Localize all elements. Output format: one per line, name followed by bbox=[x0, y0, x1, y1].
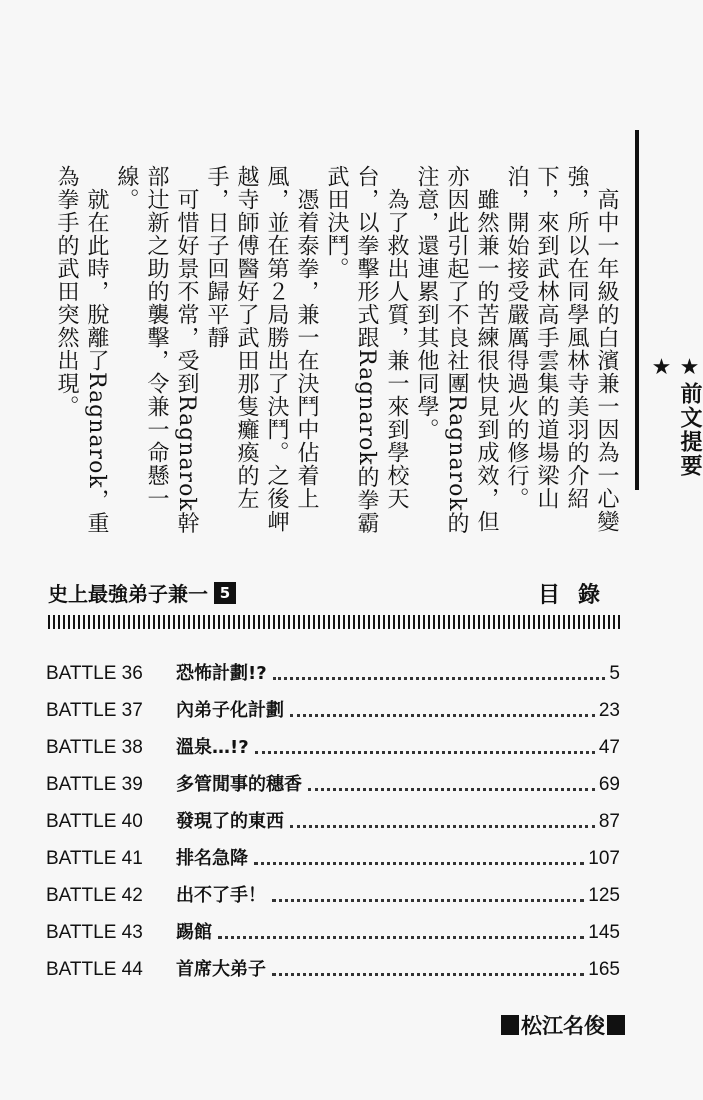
toc-entry[interactable] bbox=[46, 648, 620, 685]
chapter-title: 首席大弟子 bbox=[176, 959, 266, 980]
author-credit bbox=[501, 1010, 625, 1040]
page-number: 125 bbox=[588, 885, 620, 906]
toc-entry[interactable] bbox=[46, 907, 620, 944]
battle-number: BATTLE 42 bbox=[46, 885, 143, 906]
series-title-text: 史上最強弟子兼一 bbox=[48, 582, 208, 606]
dot-leader bbox=[272, 973, 584, 976]
dot-leader bbox=[290, 714, 595, 717]
square-mark bbox=[607, 1015, 625, 1035]
page-number: 145 bbox=[588, 922, 620, 943]
toc-entry[interactable] bbox=[46, 870, 620, 907]
battle-number: BATTLE 39 bbox=[46, 774, 143, 795]
dot-leader bbox=[308, 788, 595, 791]
battle-number: BATTLE 41 bbox=[46, 848, 143, 869]
summary-paragraph: 憑着泰拳，兼一在決鬥中佔着上風，並在第２局勝出了決鬥。之後岬越寺師傅醫好了武田那隻癱瘓的左手，日子回歸平靜 bbox=[204, 165, 319, 533]
page-number: 87 bbox=[598, 811, 620, 832]
toc-label: 目錄 bbox=[537, 583, 618, 608]
chapter-title: 溫泉…!? bbox=[176, 737, 249, 758]
battle-number: BATTLE 38 bbox=[46, 737, 143, 758]
toc-entry[interactable] bbox=[46, 759, 620, 796]
battle-number: BATTLE 37 bbox=[46, 700, 143, 721]
volume-badge: 5 bbox=[214, 582, 236, 604]
toc-entry[interactable] bbox=[46, 944, 620, 981]
dot-leader bbox=[254, 862, 584, 865]
page-number: 23 bbox=[598, 700, 620, 721]
summary-paragraph: 高中一年級的白濱兼一因為一心變強，所以在同學風林寺美羽的介紹下，來到武林高手雲集的道場梁山泊，開始接受嚴厲得過火的修行。 bbox=[504, 165, 619, 533]
dot-leader bbox=[218, 936, 584, 939]
summary-divider bbox=[635, 130, 639, 490]
battle-number: BATTLE 36 bbox=[46, 663, 143, 684]
summary-paragraph: 就在此時，脫離了Ragnarok，重為拳手的武田突然出現。 bbox=[54, 165, 109, 535]
battle-number: BATTLE 40 bbox=[46, 811, 143, 832]
square-mark bbox=[501, 1015, 519, 1035]
dot-leader bbox=[290, 825, 595, 828]
summary-paragraph: 為了救出人質，兼一來到學校天台，以拳擊形式跟Ragnarok的拳霸武田決鬥。 bbox=[324, 165, 409, 535]
chapter-title: 踢館 bbox=[176, 922, 212, 943]
chapter-title: 排名急降 bbox=[176, 848, 248, 869]
chapter-title: 恐怖計劃!? bbox=[176, 663, 267, 684]
chapter-title: 內弟子化計劃 bbox=[176, 700, 284, 721]
page-number: 5 bbox=[609, 663, 620, 684]
dot-leader bbox=[255, 751, 595, 754]
chapter-title: 發現了的東西 bbox=[176, 811, 284, 832]
page-number: 107 bbox=[588, 848, 620, 869]
author-name: 松江名俊 bbox=[521, 1014, 605, 1038]
page-number: 165 bbox=[588, 959, 620, 980]
series-title bbox=[48, 578, 236, 607]
chapter-title: 出不了手！ bbox=[176, 885, 266, 906]
summary-paragraph: 雖然兼一的苦練很快見到成效，但亦因此引起了不良社團Ragnarok的注意，還連累到其他同學。 bbox=[414, 165, 499, 535]
toc-entry[interactable] bbox=[46, 685, 620, 722]
page-number: 69 bbox=[598, 774, 620, 795]
summary-body bbox=[51, 165, 621, 535]
page-number: 47 bbox=[598, 737, 620, 758]
toc-entry[interactable] bbox=[46, 722, 620, 759]
toc-list bbox=[46, 648, 620, 981]
toc-header bbox=[48, 578, 620, 610]
battle-number: BATTLE 44 bbox=[46, 959, 143, 980]
summary-heading: ★前文提要★ bbox=[649, 355, 702, 478]
battle-number: BATTLE 43 bbox=[46, 922, 143, 943]
summary-paragraph: 可惜好景不常，受到Ragnarok幹部辻新之助的襲擊，令兼一命懸一線。 bbox=[114, 165, 199, 535]
hatch-divider bbox=[48, 615, 620, 629]
toc-entry[interactable] bbox=[46, 833, 620, 870]
toc-entry[interactable] bbox=[46, 796, 620, 833]
chapter-title: 多管閒事的穗香 bbox=[176, 774, 302, 795]
story-summary bbox=[54, 120, 702, 535]
dot-leader bbox=[272, 899, 584, 902]
dot-leader bbox=[273, 677, 606, 680]
